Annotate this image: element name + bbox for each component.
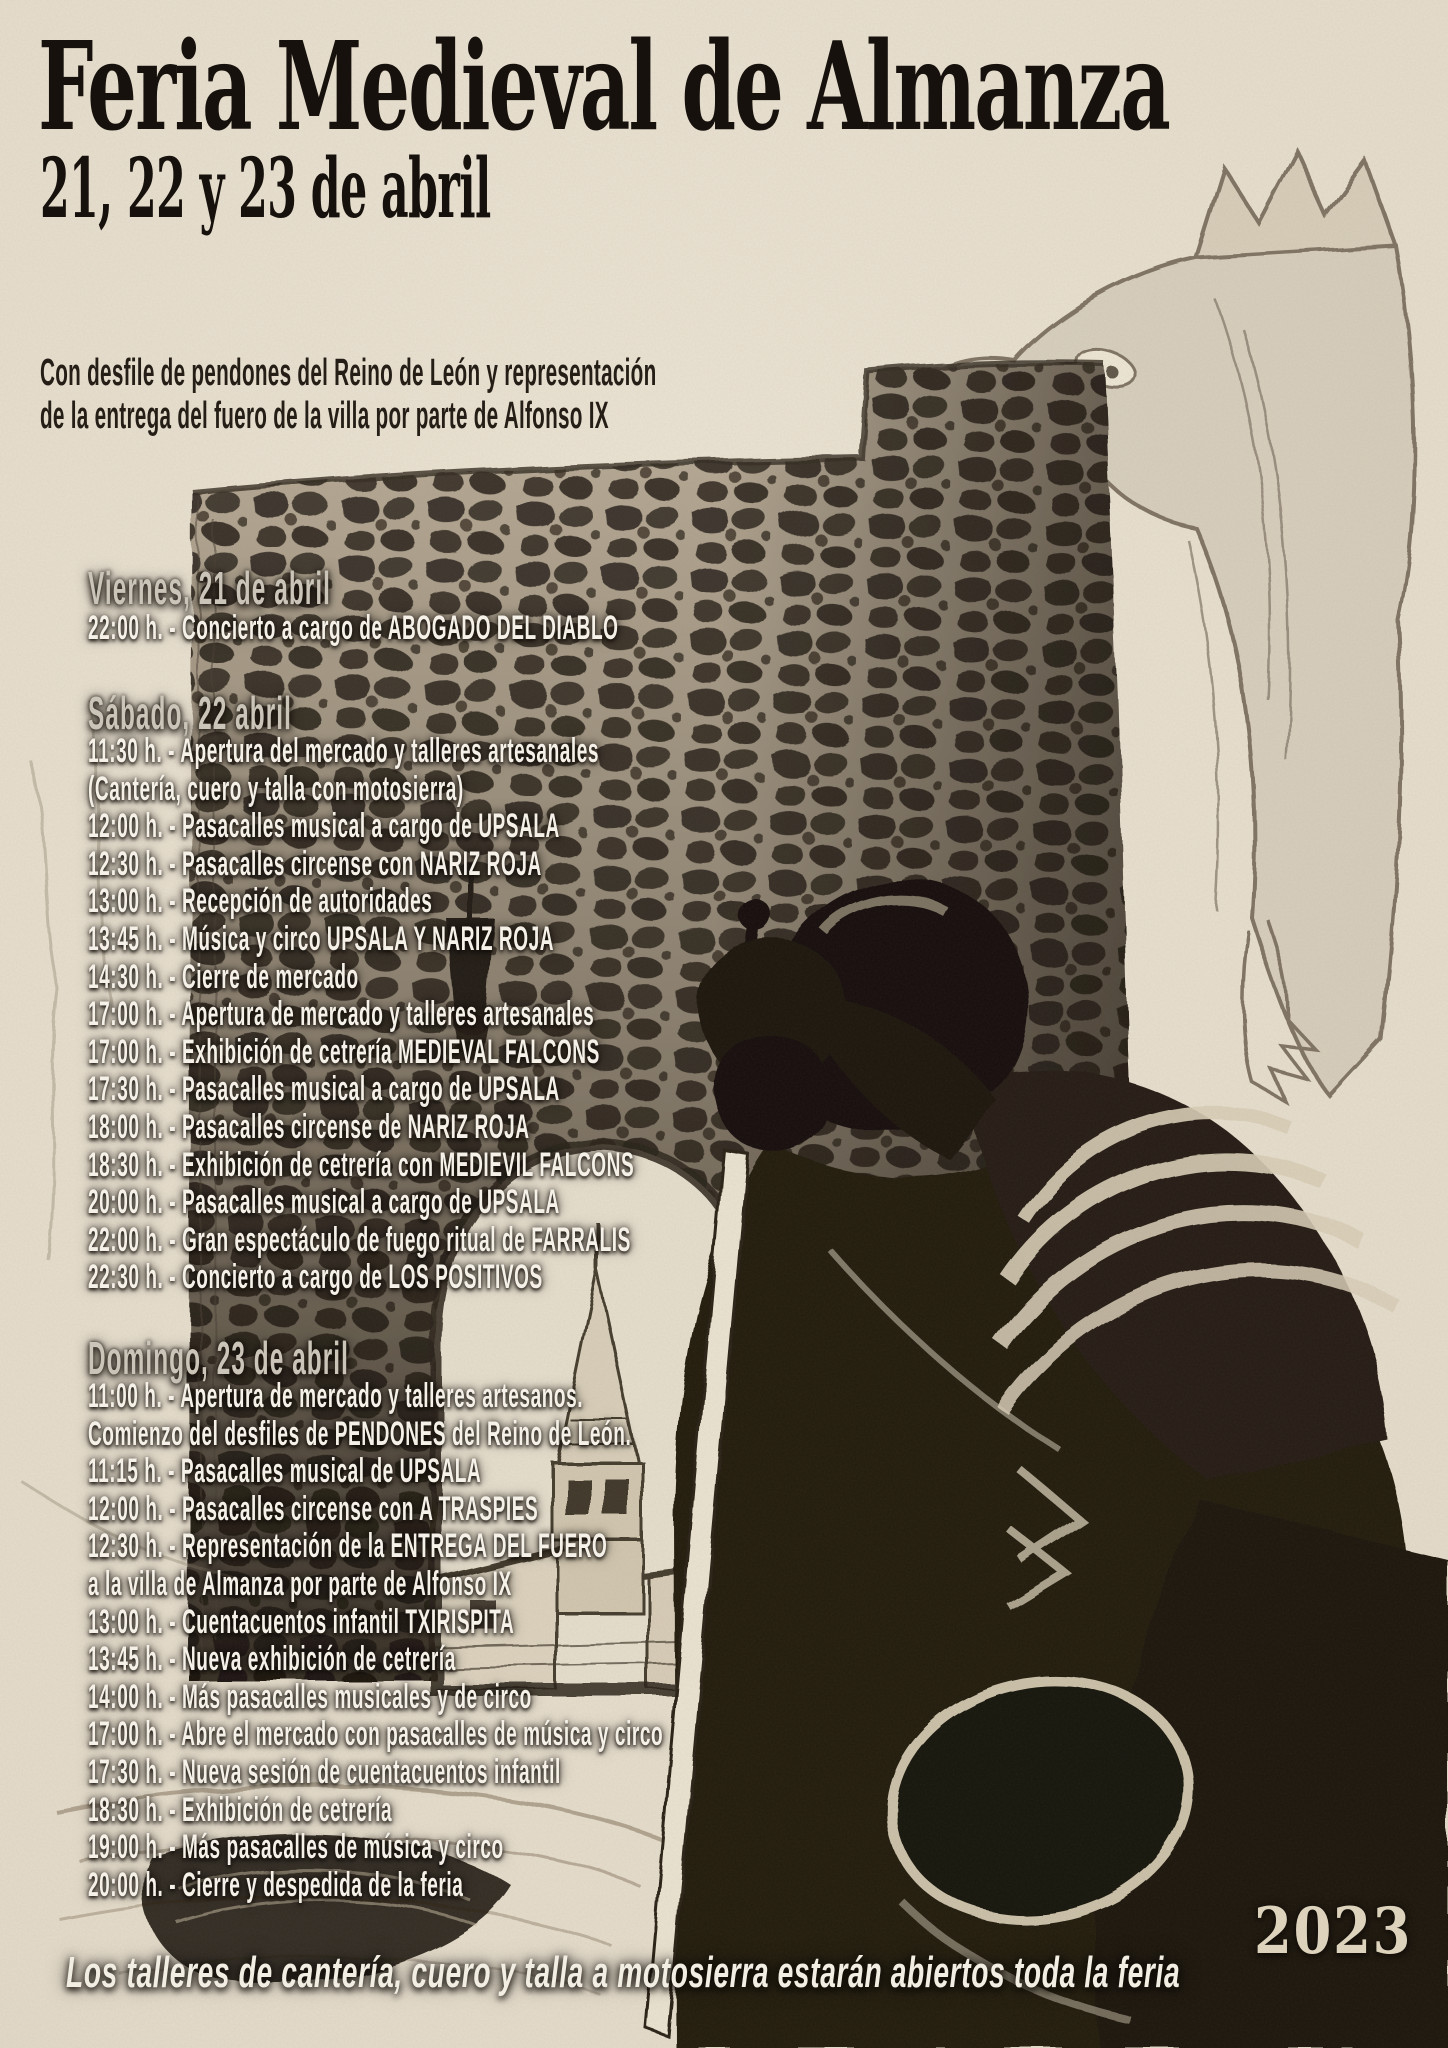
schedule-events — [88, 610, 619, 648]
schedule-event-line: 12:30 h. - Pasacalles circense con NARIZ ROJA — [88, 844, 542, 883]
schedule-day-heading: Sábado, 22 abril — [88, 687, 292, 739]
schedule-event-line: 17:00 h. - Abre el mercado con pasacalles de música y circo — [88, 1715, 664, 1754]
schedule-event-line: 12:00 h. - Pasacalles musical a cargo de UPSALA — [88, 807, 560, 846]
year-label: 2023 — [1254, 1894, 1413, 1969]
poster-dates: 21, 22 y 23 de abril — [40, 141, 491, 237]
schedule-event-line: 13:45 h. - Nueva exhibición de cetrería — [88, 1640, 456, 1679]
schedule-event-line: 11:15 h. - Pasacalles musical de UPSALA — [88, 1452, 482, 1491]
schedule-event-line: 22:00 h. - Concierto a cargo de ABOGADO DEL DIABLO — [88, 609, 619, 647]
poster-title: Feria Medieval de Almanza — [38, 14, 1169, 158]
schedule-event-line: 13:00 h. - Recepción de autoridades — [88, 882, 433, 921]
intro-line: de la entrega del fuero de la villa por parte de Alfonso IX — [40, 395, 609, 437]
schedule-event-line: 13:45 h. - Música y circo UPSALA Y NARIZ ROJA — [88, 919, 555, 958]
schedule-event-line: 11:00 h. - Apertura de mercado y talleres artesanos. — [88, 1377, 584, 1415]
schedule-event-line: (Cantería, cuero y talla con motosierra) — [88, 769, 464, 808]
footer-note: Los talleres de cantería, cuero y talla a motosierra estarán abiertos toda la feria — [66, 1948, 1181, 1997]
schedule-event-line: 19:00 h. - Más pasacalles de música y circo — [88, 1828, 504, 1867]
schedule-event-line: 18:30 h. - Exhibición de cetrería — [88, 1790, 393, 1829]
schedule-events — [88, 733, 634, 1297]
schedule-event-line: 11:30 h. - Apertura del mercado y talleres artesanales — [88, 732, 600, 770]
schedule-event-line: 20:00 h. - Cierre y despedida de la feria — [88, 1865, 464, 1904]
schedule-event-line: 22:00 h. - Gran espectáculo de fuego ritual de FARRALIS — [88, 1220, 631, 1259]
schedule-event-line: 12:00 h. - Pasacalles circense con A TRASPIES — [88, 1489, 539, 1528]
schedule-event-line: 14:00 h. - Más pasacalles musicales y de circo — [88, 1677, 532, 1716]
schedule-day-heading: Viernes, 21 de abril — [88, 562, 332, 614]
schedule-event-line: 12:30 h. - Representación de la ENTREGA DEL FUERO — [88, 1527, 608, 1566]
schedule-event-line: 17:30 h. - Pasacalles musical a cargo de UPSALA — [88, 1070, 560, 1109]
schedule-event-line: 18:30 h. - Exhibición de cetrería con MEDIEVIL FALCONS — [88, 1145, 635, 1184]
schedule-event-line: a la villa de Almanza por parte de Alfonso IX — [88, 1564, 512, 1603]
schedule-day-heading: Domingo, 23 de abril — [88, 1332, 349, 1384]
schedule-events — [88, 1378, 663, 1904]
schedule-event-line: Comienzo del desfiles de PENDONES del Reino de León. — [88, 1414, 632, 1453]
schedule-event-line: 17:30 h. - Nueva sesión de cuentacuentos infantil — [88, 1752, 561, 1791]
schedule-event-line: 18:00 h. - Pasacalles circense de NARIZ ROJA — [88, 1107, 530, 1146]
schedule-event-line: 17:00 h. - Apertura de mercado y talleres artesanales — [88, 995, 595, 1034]
schedule-event-line: 14:30 h. - Cierre de mercado — [88, 957, 359, 996]
schedule-event-line: 17:00 h. - Exhibición de cetrería MEDIEVAL FALCONS — [88, 1032, 600, 1071]
schedule-event-line: 20:00 h. - Pasacalles musical a cargo de UPSALA — [88, 1183, 560, 1222]
intro-line: Con desfile de pendones del Reino de León y representación — [40, 352, 657, 394]
schedule-event-line: 13:00 h. - Cuentacuentos infantil TXIRISPITA — [88, 1602, 515, 1641]
schedule-event-line: 22:30 h. - Concierto a cargo de LOS POSITIVOS — [88, 1258, 543, 1297]
